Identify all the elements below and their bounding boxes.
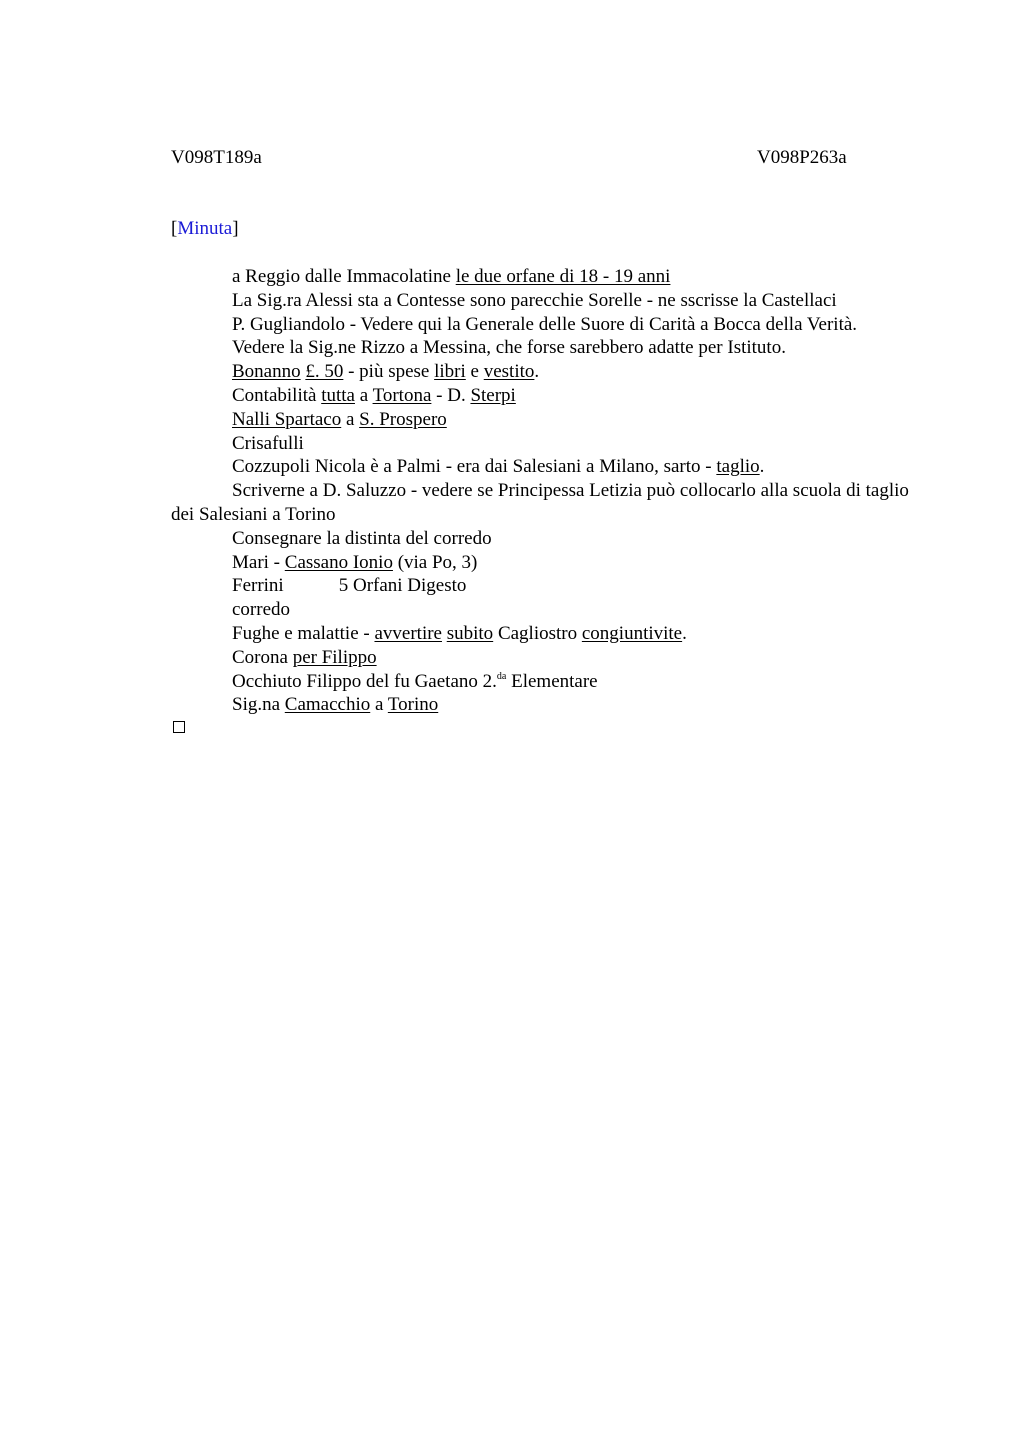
- text-line-7: [171, 408, 921, 432]
- text-segment: La Sig.ra Alessi sta a Contesse sono parecchie Sorelle - ne sscrisse la Castellaci: [232, 289, 837, 311]
- underlined-segment: Torino: [387, 694, 439, 716]
- superscript: da: [496, 670, 507, 682]
- document-body: [171, 265, 921, 717]
- text-segment: - D.: [431, 384, 471, 406]
- text-line-17: [171, 670, 921, 694]
- text-segment: Consegnare la distinta del corredo: [232, 527, 492, 549]
- text-line-16: [171, 646, 921, 670]
- underlined-segment: congiuntivite: [581, 622, 683, 644]
- tag-open-bracket: [: [171, 218, 178, 239]
- text-line-18: [171, 693, 921, 717]
- text-segment: Cozzupoli Nicola è a Palmi - era dai Salesiani a Milano, sarto -: [232, 456, 717, 478]
- text-segment: Sig.na: [232, 694, 285, 716]
- text-segment: Elementare: [506, 670, 598, 692]
- underlined-segment: Camacchio: [284, 694, 371, 716]
- underlined-segment: Cassano Ionio: [284, 551, 393, 573]
- text-segment: - più spese: [343, 361, 435, 383]
- text-segment: .: [534, 361, 540, 383]
- text-line-3: [171, 313, 921, 337]
- text-line-2: [171, 289, 921, 313]
- tag-close-bracket: ]: [232, 218, 239, 239]
- underlined-segment: avvertire: [374, 622, 442, 644]
- text-segment: Cagliostro: [493, 622, 582, 644]
- text-segment: 5 Orfani Digesto: [338, 575, 467, 597]
- end-of-document-box-icon: [173, 721, 185, 733]
- underlined-segment: libri: [434, 361, 466, 383]
- underlined-segment: tutta: [321, 384, 355, 406]
- text-segment: Contabilità: [232, 384, 322, 406]
- right-archive-code: V098P263a: [757, 147, 847, 168]
- text-segment: a Reggio dalle Immacolatine: [232, 266, 456, 287]
- underlined-segment: £. 50: [305, 361, 344, 383]
- text-segment: Mari -: [232, 551, 285, 573]
- text-segment: .: [682, 622, 687, 644]
- underlined-segment: le due orfane di 18 - 19 anni: [455, 266, 671, 287]
- text-line-4: [171, 336, 921, 360]
- text-line-14: [171, 598, 921, 622]
- underlined-segment: Sterpi: [470, 384, 516, 406]
- underlined-segment: Nalli Spartaco: [232, 408, 342, 430]
- text-line-9: [171, 455, 921, 479]
- text-line-5: [171, 360, 921, 384]
- text-segment: corredo: [232, 599, 291, 621]
- text-segment: Ferrini: [232, 575, 284, 597]
- text-line-15: [171, 622, 921, 646]
- text-segment: Crisafulli: [232, 432, 304, 454]
- text-segment: e: [465, 361, 484, 383]
- text-segment: (via Po, 3): [392, 551, 478, 573]
- underlined-segment: per Filippo: [292, 646, 377, 668]
- underlined-segment: subito: [446, 622, 494, 644]
- minuta-tag: [171, 218, 239, 240]
- tag-word: Minuta: [177, 218, 233, 239]
- text-segment: Vedere la Sig.ne Rizzo a Messina, che forse sarebbero adatte per Istituto.: [232, 337, 786, 359]
- text-segment: P. Gugliandolo - Vedere qui la Generale delle Suore di Carità a Bocca della Verità.: [232, 313, 858, 335]
- text-segment: Occhiuto Filippo del fu Gaetano 2.: [232, 670, 497, 692]
- underlined-segment: taglio: [716, 456, 760, 478]
- text-segment: Corona: [232, 646, 293, 668]
- text-segment: Scriverne a D. Saluzzo - vedere se Principessa Letizia può collocarlo alla scuola di taglio dei Salesiani a Torino: [171, 480, 909, 525]
- text-line-13: [171, 574, 921, 598]
- text-line-1: [171, 265, 921, 289]
- underlined-segment: Tortona: [372, 384, 432, 406]
- underlined-segment: vestito: [483, 361, 535, 383]
- text-line-6: [171, 384, 921, 408]
- text-line-12: [171, 551, 921, 575]
- text-line-8: [171, 432, 921, 456]
- left-archive-code: V098T189a: [171, 147, 262, 168]
- text-segment: Fughe e malattie -: [232, 622, 375, 644]
- text-line-10: [171, 479, 921, 527]
- underlined-segment: S. Prospero: [359, 408, 447, 430]
- text-segment: a: [370, 694, 388, 716]
- text-segment: a: [354, 384, 373, 406]
- text-line-11: [171, 527, 921, 551]
- text-segment: a: [341, 408, 360, 430]
- text-segment: .: [759, 456, 765, 478]
- underlined-segment: Bonanno: [232, 361, 301, 383]
